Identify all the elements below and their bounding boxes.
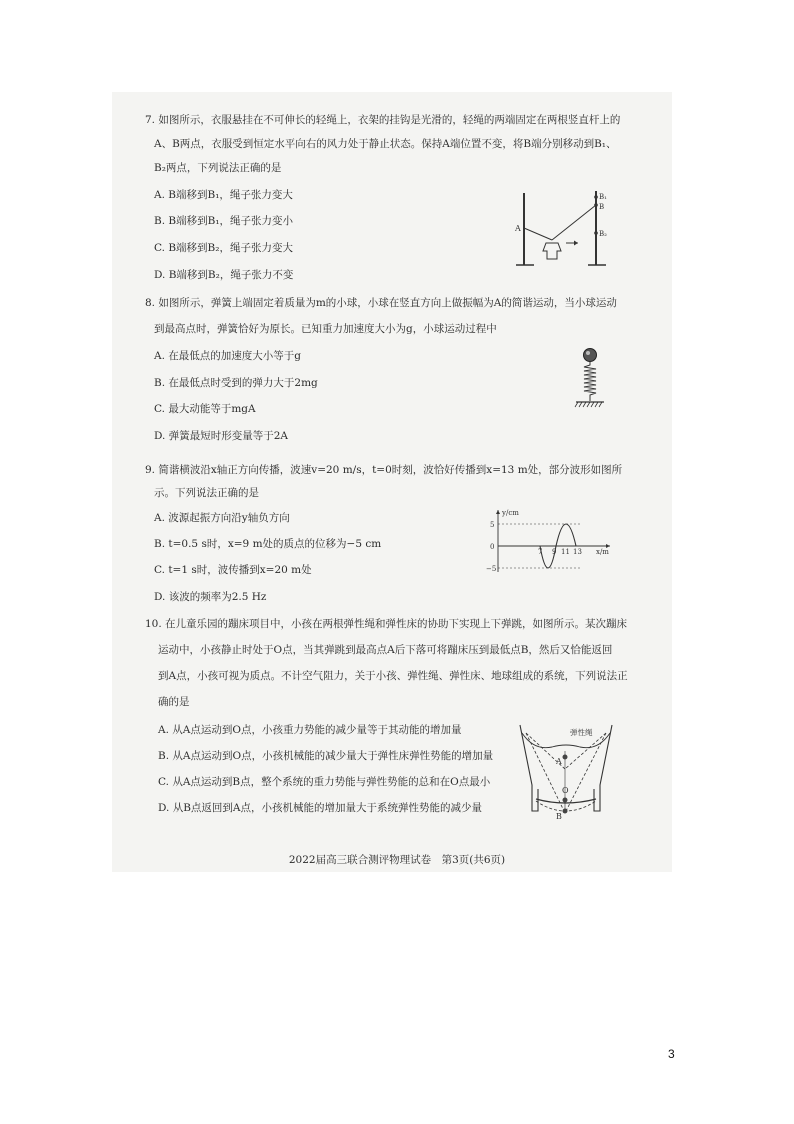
q7-clothesline-figure bbox=[512, 185, 622, 270]
page-footer: 2022届高三联合测评物理试卷 第3页(共6页) bbox=[288, 854, 506, 866]
q10-option-d: D. 从B点返回到A点，小孩机械能的增加量大于系统弹性势能的减少量 bbox=[158, 802, 483, 814]
q9-tick-x-7: 7 bbox=[538, 548, 543, 556]
q9-tick-y-0: 0 bbox=[490, 543, 495, 551]
q10-stem-line4: 确的是 bbox=[158, 696, 190, 708]
q10-stem-line3: 到A点，小孩可视为质点。不计空气阻力，关于小孩、弹性绳、弹性床、地球组成的系统，下列说法正 bbox=[158, 670, 628, 682]
q10-stem-line2: 运动中，小孩静止时处于O点，当其弹跳到最高点A后下落可将蹦床压到最低点B，然后又恰能返回 bbox=[158, 644, 613, 656]
q7-option-c: C. B端移到B₂，绳子张力变大 bbox=[154, 242, 293, 254]
q10-fig-label-o: O bbox=[562, 786, 569, 795]
q8-option-c: C. 最大动能等于mgA bbox=[154, 403, 256, 415]
q8-spring-mass-figure bbox=[570, 345, 610, 410]
q8-option-d: D. 弹簧最短时形变量等于2A bbox=[154, 430, 288, 442]
page-number: 3 bbox=[668, 1047, 675, 1061]
q8-option-b: B. 在最低点时受到的弹力大于2mg bbox=[154, 377, 318, 389]
q7-fig-label-b: B bbox=[599, 203, 605, 211]
q9-option-a: A. 波源起振方向沿y轴负方向 bbox=[154, 512, 290, 524]
q9-stem-line2: 示。下列说法正确的是 bbox=[154, 487, 259, 499]
q8-option-a: A. 在最低点的加速度大小等于g bbox=[154, 350, 301, 362]
q9-stem-line1: 9. 简谐横波沿x轴正方向传播，波速v=20 m/s，t=0时刻，波恰好传播到x=13 m处，部分波形如图所 bbox=[145, 464, 623, 476]
q9-tick-x-11: 11 bbox=[561, 548, 570, 556]
q9-option-d: D. 该波的频率为2.5 Hz bbox=[154, 591, 267, 603]
q10-fig-rope-label: 弹性绳 bbox=[570, 728, 593, 737]
q8-stem-line2: 到最高点时，弹簧恰好为原长。已知重力加速度大小为g，小球运动过程中 bbox=[154, 323, 497, 335]
q7-option-b: B. B端移到B₁，绳子张力变小 bbox=[154, 215, 294, 227]
q10-option-c: C. 从A点运动到B点，整个系统的重力势能与弹性势能的总和在O点最小 bbox=[158, 776, 491, 788]
q10-fig-label-b: B bbox=[556, 812, 562, 821]
q10-option-a: A. 从A点运动到O点，小孩重力势能的减少量等于其动能的增加量 bbox=[158, 724, 462, 736]
q7-fig-label-a: A bbox=[515, 224, 521, 233]
q8-stem-line1: 8. 如图所示，弹簧上端固定着质量为m的小球，小球在竖直方向上做振幅为A的简谐运动，当小球运动 bbox=[145, 297, 617, 309]
q7-fig-label-b2: B₂ bbox=[599, 230, 607, 238]
q9-tick-y-5: 5 bbox=[490, 521, 495, 529]
q7-fig-label-b1: B₁ bbox=[599, 193, 607, 201]
q9-tick-x-13: 13 bbox=[573, 548, 582, 556]
q9-axis-x-label: x/m bbox=[596, 548, 609, 556]
q9-option-c: C. t=1 s时，波传播到x=20 m处 bbox=[154, 564, 312, 576]
q7-option-d: D. B端移到B₂，绳子张力不变 bbox=[154, 269, 294, 281]
q10-stem-line1: 10. 在儿童乐园的蹦床项目中，小孩在两根弹性绳和弹性床的协助下实现上下弹跳，如图所示。某次蹦床 bbox=[145, 618, 628, 630]
q9-axis-y-label: y/cm bbox=[502, 509, 519, 517]
q9-waveform-figure bbox=[482, 506, 622, 576]
q9-tick-x-9: 9 bbox=[552, 548, 557, 556]
q7-stem-line1: 7. 如图所示，衣服悬挂在不可伸长的轻绳上，衣架的挂钩是光滑的，轻绳的两端固定在两根竖直杆上的 bbox=[145, 114, 621, 126]
q10-trampoline-figure bbox=[512, 715, 620, 823]
q9-tick-y-neg5: −5 bbox=[486, 565, 497, 573]
q10-fig-label-a: A bbox=[556, 757, 562, 766]
q10-option-b: B. 从A点运动到O点，小孩机械能的减少量大于弹性床弹性势能的增加量 bbox=[158, 750, 494, 762]
q9-option-b: B. t=0.5 s时，x=9 m处的质点的位移为−5 cm bbox=[154, 538, 382, 550]
q7-option-a: A. B端移到B₁，绳子张力变大 bbox=[154, 189, 293, 201]
q7-stem-line3: B₂两点，下列说法正确的是 bbox=[154, 162, 282, 174]
q7-stem-line2: A、B两点，衣服受到恒定水平向右的风力处于静止状态。保持A端位置不变，将B端分别移动到B₁、 bbox=[154, 138, 617, 150]
